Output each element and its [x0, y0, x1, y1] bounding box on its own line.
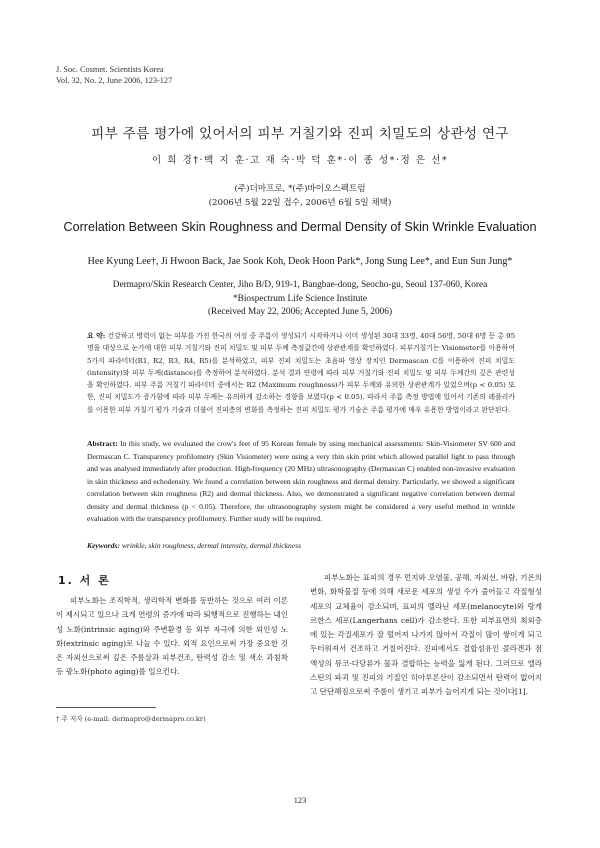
- korean-affiliation: [0, 182, 600, 210]
- section-heading: 1. 서 론: [58, 574, 111, 587]
- footnote-divider: [56, 707, 156, 708]
- english-abstract-text: In this study, we evaluated the crow's feet of 95 Korean female by using mechanical assessments: Skin-Visiometer SV 600 and Dermascan C. Transparency profilometry (Skin Visiometer) were using a very thin skin print which allowed parallel light to pass through and was analysed immediately after production. High-frequency (20 MHz) ultrasonography (Dermascan C) enabled non-invasive evaluation in skin thickness and echodensity. We found a correlation between skin roughness and dermal density. Particularly, we showed a significant correlation between skin roughness (R2) and dermal thickness. Also, we demonstrated a significant negative correlation between dermal density and dermal thickness (p < 0.05). Therefore, the ultrasonography system might be considered a very useful method in wrinkle evaluation with the transparency profilometry. Further study will be required.: [87, 439, 515, 523]
- english-authors: Hee Kyung Lee†, Ji Hwoon Back, Jae Sook Koh, Deok Hoon Park*, Jong Sung Lee*, and Eun Sun Jung*: [87, 256, 513, 267]
- english-dates: (Received May 22, 2006; Accepted June 5, 2006): [207, 307, 393, 318]
- english-affiliation-second: *Biospectrum Life Science Institute: [233, 293, 367, 304]
- keywords: [87, 541, 515, 550]
- english-affiliation: [0, 279, 600, 320]
- body-column-left: 피부노화는 조직학적, 생리학적 변화를 동반하는 것으로 여러 이론이 제시되고 있으나 크게 연령의 증가에 따라 퇴행적으로 진행하는 내인성 노화(intrinsic aging)와 주변환경 등 외부 자극에 의한 외인성 노화(extrinsic aging)로 나눌 수 있다. 외적 요인으로써 가장 중요한 것은 자외선으로써 깊은 주름살과 피부건조, 탄력성 감소 및 색소 과침착 등 광노화(photo aging)를 일으킨다.: [56, 596, 288, 677]
- journal-name: J. Soc. Cosmet. Scientists Korea: [56, 65, 164, 74]
- keywords-label: Keywords:: [87, 541, 120, 550]
- body-column-right: 피부노화는 표피의 경우 먼지와 오염물, 공해, 자외선, 바람, 기온의 변화, 화학물질 등에 의해 새로운 세포의 생성 수가 줄어들고 각질형성세포의 교체율이 감소되며, 표피의 멜라닌 세포(melanocyte)와 랑게르한스 세포(Langerhans cell)가 감소한다. 또한 피부표면의 최외층에 있는 각질세포가 잘 떨어져 나가지 않아서 각질이 많이 쌓이게 되고 두터워져서 건조하고 거칠어진다. 진피에서도 결합섬유인 콜라겐과 점액성의 뮤코-다당류가 물과 결합하는 능력을 잃게 된다. 그러므로 엘라스틴의 파괴 및 진피의 기질인 히아루론산이 감소되면서 탄력이 없어지고 단단해짐으로써 주름이 생기고 피부가 늘어지게 되는 것이다[1].: [310, 573, 542, 697]
- korean-abstract-label: 요 약:: [87, 332, 106, 340]
- keywords-text: wrinkle, skin roughness, dermal intensity, dermal thickness: [121, 541, 302, 550]
- english-abstract-label: Abstract:: [87, 439, 118, 448]
- korean-authors: 이 희 경†·백 지 훈·고 재 숙·박 덕 훈*·이 종 성*·정 은 선*: [151, 155, 449, 166]
- english-affiliation-line: Dermapro/Skin Research Center, Jiho B/D, 919-1, Bangbae-dong, Seocho-gu, Seoul 137-060, Korea: [112, 280, 488, 290]
- footnote: † 주 저자 (e-mail: dermapro@dermapro.co.kr): [56, 715, 206, 723]
- journal-volume: Vol. 32, No. 2, June 2006, 123-127: [56, 76, 173, 85]
- english-abstract: [87, 438, 515, 526]
- journal-info: [56, 64, 172, 86]
- korean-abstract-text: 건강하고 병력이 없는 피부를 가진 한국의 여성 중 주름이 생성되기 시작하거나 이미 생성된 30대 33명, 40대 56명, 50대 6명 등 총 95명을 대상으로 눈가에 대한 피부 거칠기와 진피 치밀도 및 피부 두께 측정값간에 상관관계를 확인하였다. 피부거칠기는 Visiometer를 이용하여 5가지 파라미터(R1, R2, R3, R4, R5)를 분석하였고, 피부 진피 치밀도는 초음파 영상 장치인 Dermascan C를 이용하여 진피 치밀도(intensity)와 피부 두께(distance)를 측정하여 분석하였다. 분석 결과 연령에 따라 피부 거칠기와 진피 치밀도 및 피부 두께간의 깊은 관련성을 확인하였다. 피부 주름 거칠기 파라미터 중에서는 R2 (Maximum roughness)가 피부 두께와 유의한 상관관계가 있었으며(p < 0.05) 또한, 진피 치밀도가 증가함에 따라 피부 두께는 유의하게 감소하는 경향을 보였다(p < 0.05). 따라서 주름 측정 방법에 있어서 기존의 레플리카를 이용한 피부 거칠기 평가 기술과 더불어 진피층의 변화를 측정하는 진피 치밀도 평가 기술은 주름 평가에 매우 유용한 방법이라고 판단된다.: [87, 332, 515, 414]
- korean-affiliation-line: (주)더마프로, *(주)바이오스펙트럼: [234, 184, 366, 194]
- korean-title: 피부 주름 평가에 있어서의 피부 거칠기와 진피 치밀도의 상관성 연구: [91, 126, 509, 142]
- page-number: 123: [293, 796, 307, 805]
- korean-abstract: [87, 330, 515, 416]
- korean-dates: (2006년 5월 22일 접수, 2006년 6월 5일 채택): [208, 198, 392, 208]
- english-title: Correlation Between Skin Roughness and Dermal Density of Skin Wrinkle Evaluation: [63, 220, 537, 234]
